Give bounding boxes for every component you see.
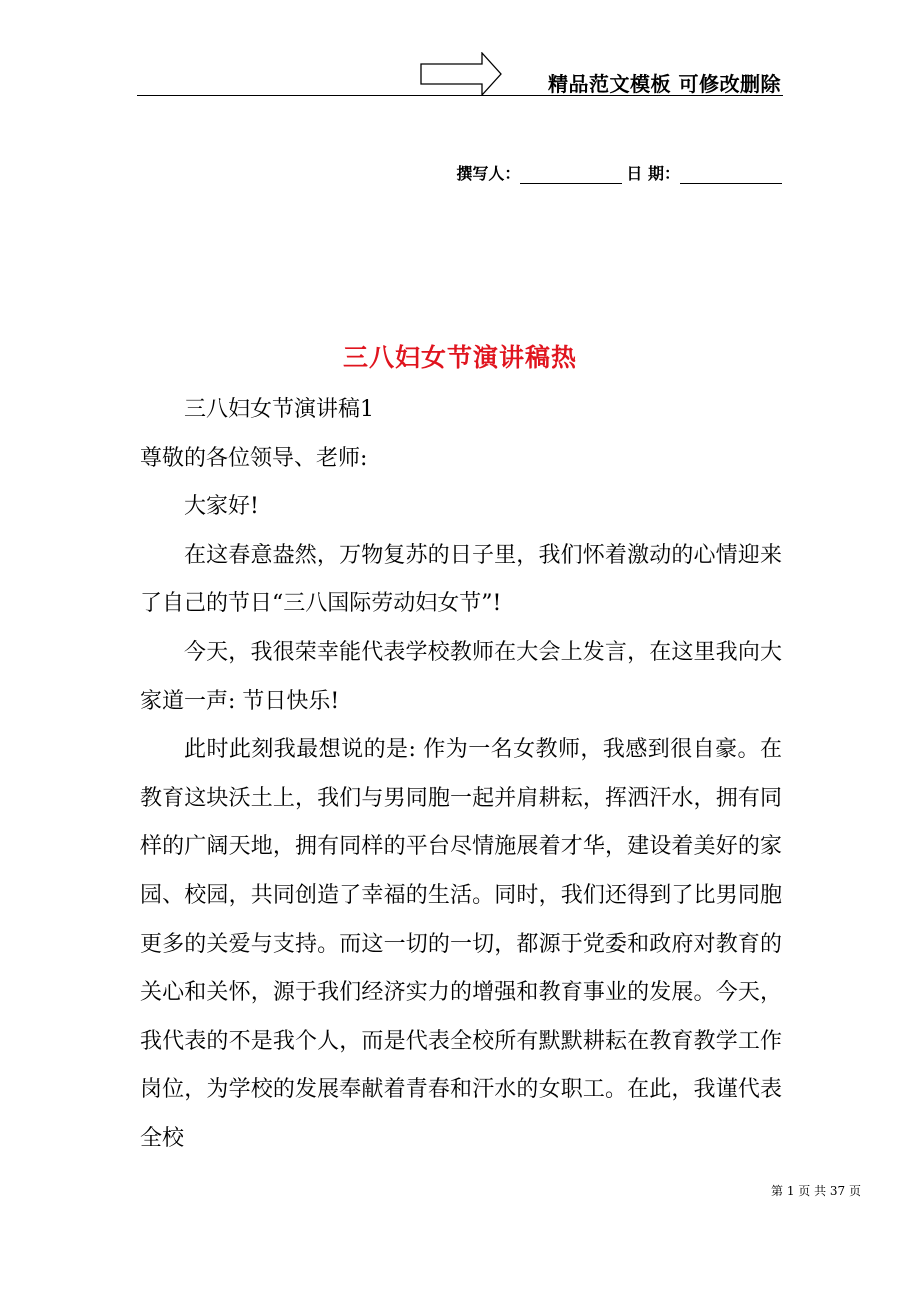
paragraph: 在这春意盎然，万物复苏的日子里，我们怀着激动的心情迎来了自己的节日“三八国际劳动妇女节”! (140, 542, 782, 617)
paragraph: 大家好! (184, 494, 259, 520)
page-header (137, 52, 783, 98)
document-subtitle: 三八妇女节演讲稿1 (184, 397, 374, 422)
page-number: 第 1 页 共 37 页 (771, 1184, 861, 1198)
date-blank (680, 165, 782, 184)
author-label: 撰写人： (456, 164, 521, 183)
paragraph: 此时此刻我最想说的是: 作为一名女教师，我感到很自豪。在教育这块沃土上，我们与男同胞一起并肩耕耘，挥洒汗水，拥有同样的广阔天地，拥有同样的平台尽情施展着才华，建设着美好的家园、校园，共同创造了幸福的生活。同时，我们还得到了比男同胞更多的关爱与支持。而这一切的一切，都源于党委和政府对教育的关心和关怀，源于我们经济实力的增强和教育事业的发展。今天，我代表的不是我个人，而是代表全校所有默默耕耘在教育教学工作岗位，为学校的发展奉献着青春和汗水的女职工。在此，我谨代表全校 (140, 737, 782, 1151)
paragraph-salutation: 尊敬的各位领导、老师: (140, 445, 368, 471)
arrow-right-icon (420, 52, 502, 96)
document-title: 三八妇女节演讲稿热 (342, 343, 577, 372)
date-label: 日 期： (626, 164, 680, 183)
header-text: 精品范文模板 可修改删除 (548, 72, 781, 96)
document-body (140, 386, 782, 1164)
paragraph: 今天，我很荣幸能代表学校教师在大会上发言，在这里我向大家道一声: 节日快乐! (140, 639, 782, 714)
author-date-line (456, 161, 782, 184)
header-rule (137, 95, 783, 96)
author-blank (520, 165, 622, 184)
